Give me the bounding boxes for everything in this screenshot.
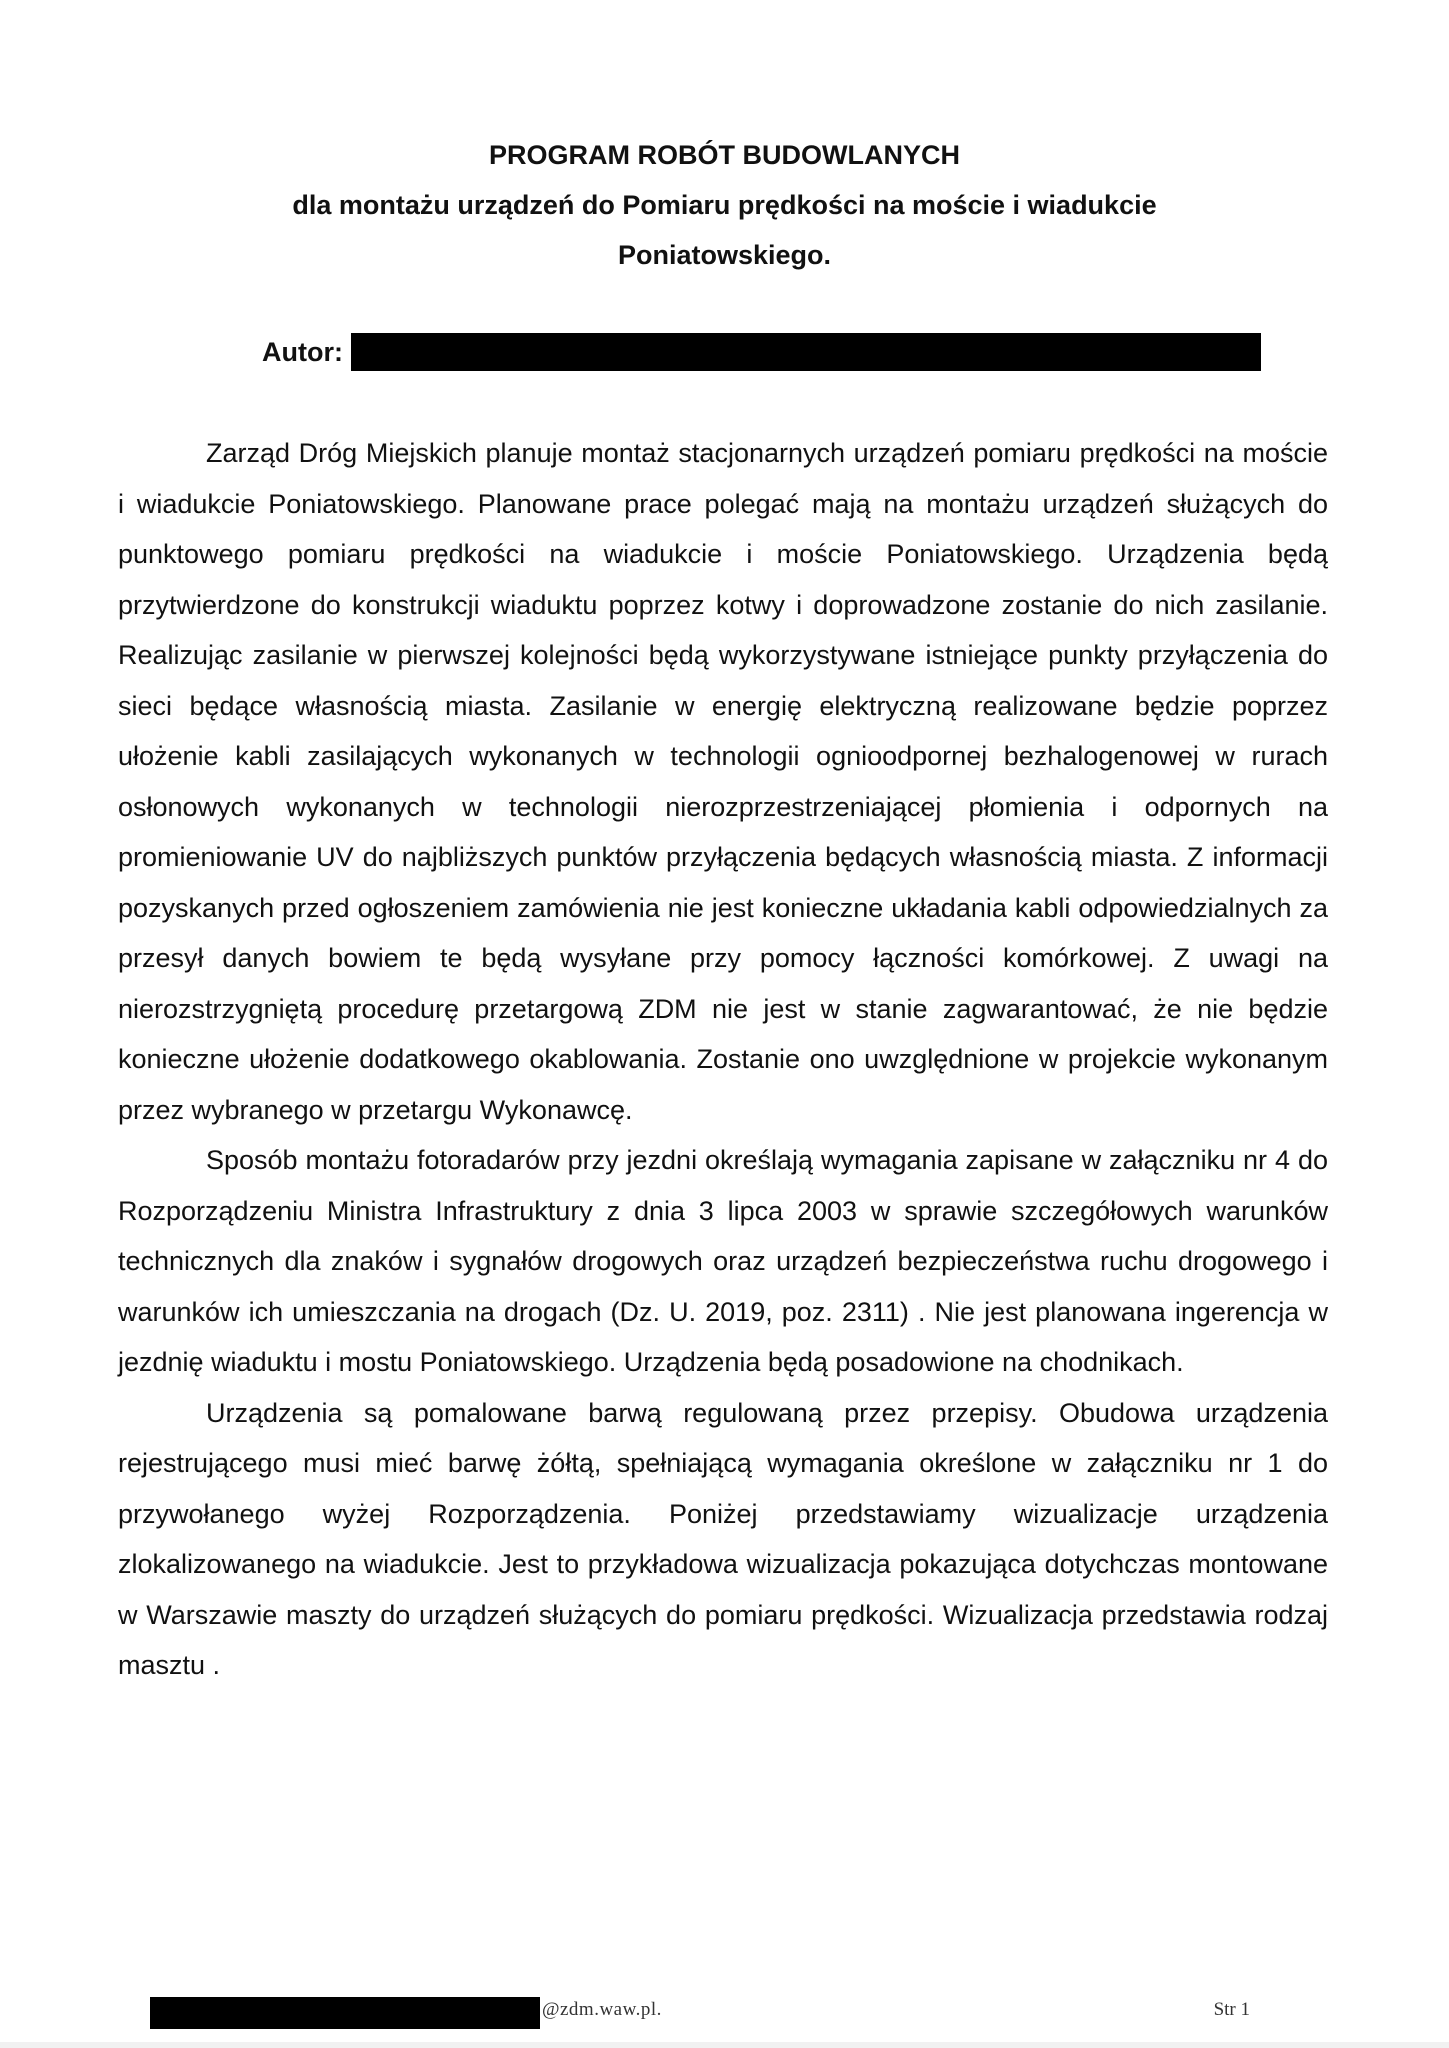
title-line-3: Poniatowskiego. <box>617 240 832 270</box>
footer-email-domain: @zdm.waw.pl. <box>542 1999 662 2020</box>
title-line-1: PROGRAM ROBÓT BUDOWLANYCH <box>489 140 960 170</box>
paragraph-1: Zarząd Dróg Miejskich planuje montaż stacjonarnych urządzeń pomiaru prędkości na moście i wiadukcie Poniatowskiego. Planowane prace polegać mają na montażu urządzeń służących do punktowego pomiaru prędkości na wiadukcie i moście Poniatowskiego. Urządzenia będą przytwierdzone do konstrukcji wiaduktu poprzez kotwy i doprowadzone zostanie do nich zasilanie. Realizując zasilanie w pierwszej kolejności będą wykorzystywane istniejące punkty przyłączenia do sieci będące własnością miasta. Zasilanie w energię elektryczną realizowane będzie poprzez ułożenie kabli zasilających wykonanych w technologii ognioodpornej bezhalogenowej w rurach osłonowych wykonanych w technologii nierozprzestrzeniającej płomienia i odpornych na promieniowanie UV do najbliższych punktów przyłączenia będących własnością miasta. Z informacji pozyskanych przed ogłoszeniem zamówienia nie jest konieczne układania kabli odpowiedzialnych za przesył danych bowiem te będą wysyłane przy pomocy łączności komórkowej. Z uwagi na nierozstrzygniętą procedurę przetargową ZDM nie jest w stanie zagwarantować, że nie będzie konieczne ułożenie dodatkowego okablowania. Zostanie ono uwzględnione w projekcie wykonanym przez wybranego w przetargu Wykonawcę. <box>118 438 1328 1125</box>
paragraph-3: Urządzenia są pomalowane barwą regulowaną przez przepisy. Obudowa urządzenia rejestrującego musi mieć barwę żółtą, spełniającą wymagania określone w załączniku nr 1 do przywołanego wyżej Rozporządzenia. Poniżej przedstawiamy wizualizacje urządzenia zlokalizowanego na wiadukcie. Jest to przykładowa wizualizacja pokazująca dotychczas montowane w Warszawie maszty do urządzeń służących do pomiaru prędkości. Wizualizacja przedstawia rodzaj masztu . <box>118 1397 1328 1680</box>
scan-edge <box>0 2042 1449 2048</box>
document-heading <box>0 130 1449 280</box>
document-body <box>118 428 1328 1691</box>
page-footer <box>150 1995 1250 2031</box>
author-redaction <box>351 333 1261 371</box>
author-label: Autor: <box>262 336 343 367</box>
footer-email-redaction <box>150 1997 540 2029</box>
title-line-2: dla montażu urządzeń do Pomiaru prędkości na moście i wiadukcie <box>292 190 1157 220</box>
author-line <box>262 332 1261 372</box>
page-number: Str 1 <box>1213 1999 1250 2020</box>
paragraph-2: Sposób montażu fotoradarów przy jezdni określają wymagania zapisane w załączniku nr 4 do Rozporządzeniu Ministra Infrastruktury z dnia 3 lipca 2003 w sprawie szczegółowych warunków technicznych dla znaków i sygnałów drogowych oraz urządzeń bezpieczeństwa ruchu drogowego i warunków ich umieszczania na drogach (Dz. U. 2019, poz. 2311) . Nie jest planowana ingerencja w jezdnię wiaduktu i mostu Poniatowskiego. Urządzenia będą posadowione na chodnikach. <box>118 1145 1328 1377</box>
